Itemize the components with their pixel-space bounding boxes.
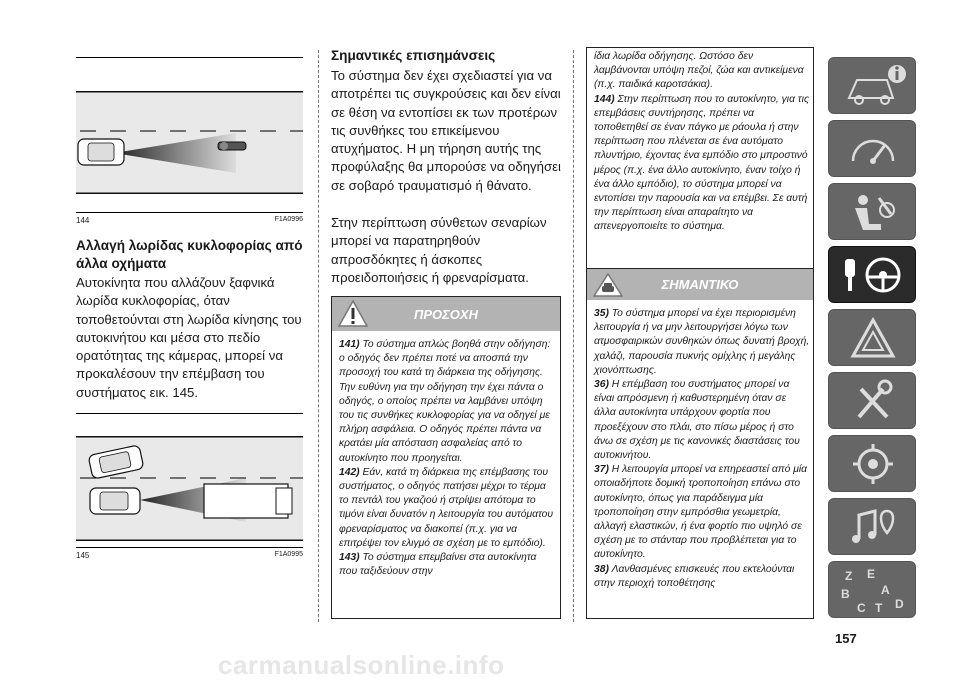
tab-index[interactable]	[828, 561, 916, 618]
important-box	[586, 268, 814, 619]
car-info-icon	[829, 58, 917, 115]
figure-code: F1A0996	[274, 216, 303, 223]
maintenance-tools-icon	[829, 373, 917, 430]
list-item: 143) Το σύστημα επεμβαίνει στα αυτοκίνητα που ταξιδεύουν στην	[339, 552, 537, 578]
list-item: 38) Λανθασμένες επισκευές που εκτελούνται στην περιοχή τοποθέτησης	[594, 563, 795, 589]
list-item: 141) Το σύστημα απλώς βοηθά στην οδήγηση: ο οδηγός δεν πρέπει ποτέ να αποσπά την προσοχή του κατά τη διάρκεια της οδήγησης. Την ευθύνη για την οδήγηση την έχει πάντα ο οδηγός, ο οποίος πρέπει να λαμβάνει υπόψη του τις συνθήκες κυκλοφορίας για να οδηγεί με πλήρη ασφάλεια. Ο οδηγός πρέπει πάντα να κρατάει μία απόσταση ασφαλείας από το αυτοκίνητο που προηγείται.	[339, 339, 551, 464]
tab-multimedia[interactable]	[828, 498, 916, 555]
list-item: 35) Το σύστημα μπορεί να έχει περιορισμένη λειτουργία ή να μην λειτουργήσει λόγω των ατμοσφαιρικών συνθηκών όπως δυνατή βροχή, χαλάζι, παρουσία πυκνής ομίχλης ή μεγάλης χιονόπτωσης.	[594, 308, 810, 376]
svg-text:B: B	[841, 587, 850, 601]
figure-145	[76, 430, 303, 545]
important-header	[587, 269, 813, 300]
list-item: 37) Η λειτουργία μπορεί να επηρεαστεί από μία οποιαδήποτε δομική τροποποίηση επάνω στο αυτοκίνητο, όπως για παράδειγμα μία τροποποίηση στην εμπρόσθια γεωμετρία, αλλαγή ελαστικών, ή ένα φορτίο πιο υψηλό σε σχέση με το στάνταρ που προβλέπεται για το αυτοκίνητο.	[594, 464, 808, 561]
section-heading: Αλλαγή λωρίδας κυκλοφορίας από άλλα οχήματα	[76, 238, 303, 271]
car-warning-icon	[593, 273, 623, 297]
warning-header	[332, 297, 560, 331]
figure-144	[76, 87, 303, 199]
body-paragraph: Στην περίπτωση σύνθετων σεναρίων μπορεί να παρατηρηθούν απροσδόκητες ή άσκοπες προειδοποιήσεις ή φρεναρίσματα.	[331, 215, 547, 285]
figure-caption	[76, 216, 303, 225]
key-steering-wheel-icon	[829, 247, 917, 304]
important-notes	[594, 307, 810, 591]
column-divider	[318, 50, 319, 622]
tab-dashboard[interactable]	[828, 120, 916, 177]
tab-emergency[interactable]	[828, 309, 916, 366]
page-number: 157	[835, 631, 857, 646]
tab-car-info[interactable]	[828, 57, 916, 114]
warning-notes	[339, 338, 557, 579]
svg-text:D: D	[895, 597, 904, 611]
svg-text:E: E	[867, 567, 876, 581]
alphabetical-index-icon	[829, 562, 917, 619]
list-item: 36) Η επέμβαση του συστήματος μπορεί να είναι απρόσμενη ή καθυστερημένη όταν σε άλλα αυτοκίνητα υπάρχουν φορτία που προεξέχουν στο πλάι, στο πίσω μέρος ή στο άνω σε σχέση με τις κανονικές διαστάσεις του αυτοκινήτου.	[594, 379, 800, 462]
figure-rule	[76, 547, 303, 548]
figure-rule	[76, 212, 303, 213]
tab-starting-driving[interactable]	[828, 246, 916, 303]
dashboard-gauge-icon	[829, 121, 917, 178]
warning-title: ΠΡΟΣΟΧΗ	[414, 306, 478, 322]
warning-triangle-icon	[829, 310, 917, 367]
music-navigation-icon	[829, 499, 917, 556]
tab-technical-data[interactable]	[828, 435, 916, 492]
car-icon	[90, 488, 140, 514]
list-item: 144) Στην περίπτωση που το αυτοκίνητο, για τις επεμβάσεις συντήρησης, πρέπει να τοποθετηθεί σε έναν πάγκο με ράουλα ή στην περίπτωση που πλένεται σε ένα αυτόματο πλυντήριο, έχοντας ένα εμπόδιο στο μπροστινό μέρος (π.χ. ένα άλλο αυτοκίνητο, έναν τοίχο ή ένα άλλο εμπόδιο), το σύστημα μπορεί να εντοπίσει την παρουσία και να επέμβει. Σε αυτή την περίπτωση είναι απαραίτητο να απενεργοποιείτε το σύστημα.	[594, 93, 809, 233]
figure-number: 144	[76, 216, 90, 225]
figure-caption	[76, 551, 303, 560]
body-paragraph: Αυτοκίνητα που αλλάζουν ξαφνικά λωρίδα κυκλοφορίας, όταν τοποθετούνται στη λωρίδα κίνησης του αυτοκινήτου και μέσα στο πεδίο ορατότητας της κάμερας, μπορεί να προκαλέσουν την επέμβαση του συστήματος εικ. 145.	[76, 275, 302, 400]
important-title: ΣΗΜΑΝΤΙΚΟ	[661, 277, 739, 292]
svg-text:C: C	[857, 601, 866, 615]
list-item: ίδια λωρίδα οδήγησης. Ωστόσο δεν λαμβάνονται υπόψη πεζοί, ζώα και αντικείμενα (π.χ. παιδικά καροτσάκια).	[594, 51, 804, 91]
section-heading: Σημαντικές επισημάνσεις	[331, 48, 496, 63]
tab-safety[interactable]	[828, 183, 916, 240]
top-rule	[76, 413, 303, 414]
svg-text:A: A	[881, 583, 890, 597]
seat-airbag-icon	[829, 184, 917, 241]
figure-code: F1A0995	[274, 551, 303, 558]
figure-number: 145	[76, 551, 90, 560]
warning-notes	[594, 50, 810, 235]
svg-text:T: T	[875, 601, 883, 615]
warning-box-continued	[586, 47, 814, 272]
car-icon	[78, 139, 124, 165]
svg-text:Z: Z	[845, 569, 853, 583]
top-rule	[76, 57, 303, 58]
motorcycle-icon	[218, 142, 246, 150]
watermark: carmanualsonline.info	[218, 650, 505, 680]
truck-icon	[204, 484, 292, 518]
technical-data-icon	[829, 436, 917, 493]
warning-triangle-icon	[338, 300, 368, 327]
body-paragraph: Το σύστημα δεν έχει σχεδιαστεί για να αποτρέπει τις συγκρούσεις και δεν είναι σε θέση να εντοπίσει εκ των προτέρων τις συνθήκες του επικείμενου ατυχήματος. Η μη τήρηση αυτής της προφύλαξης θα μπορούσε να οδηγήσει σε σοβαρό τραυματισμό ή θάνατο.	[331, 68, 561, 193]
warning-box	[331, 296, 561, 619]
tab-maintenance[interactable]	[828, 372, 916, 429]
column-divider	[573, 50, 574, 622]
list-item: 142) Εάν, κατά τη διάρκεια της επέμβασης του συστήματος, ο οδηγός πατήσει μέχρι το τέρμα το πεντάλ του γκαζιού ή στρίψει απότομα το τιμόνι είναι δυνατόν η λειτουργία του αυτόματου φρεναρίσματος να διακοπεί (π.χ. για να επιτρέψει τον ελιγμό σε σχέση με το εμπόδιο).	[339, 466, 554, 549]
